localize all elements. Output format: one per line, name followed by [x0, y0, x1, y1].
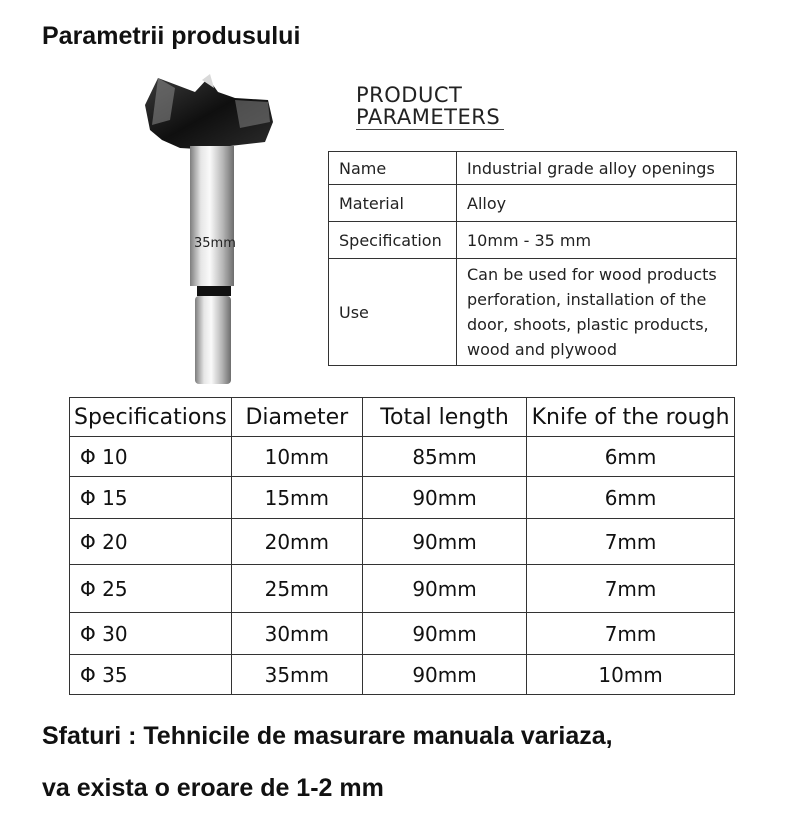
measurement-tips [42, 710, 782, 814]
spec-header-row [70, 398, 735, 437]
spec-cell: Φ 30 [70, 613, 232, 655]
table-row [70, 613, 735, 655]
length-cell: 90mm [362, 565, 526, 613]
param-value: Alloy [457, 185, 737, 222]
knife-cell: 6mm [527, 477, 735, 519]
page-heading: Parametrii produsului [42, 22, 301, 50]
product-parameters-title-line-2: PARAMETERS [356, 105, 501, 129]
param-value: Can be used for wood products perforation, installation of the door, shoots, plastic products, wood and plywood [457, 259, 737, 366]
header-diameter: Diameter [231, 398, 362, 437]
table-row [70, 437, 735, 477]
table-row [70, 655, 735, 695]
specifications-table [69, 397, 735, 695]
knife-cell: 7mm [527, 613, 735, 655]
param-row-name [329, 152, 737, 185]
header-total-length: Total length [362, 398, 526, 437]
diameter-cell: 15mm [231, 477, 362, 519]
table-row [70, 477, 735, 519]
diameter-cell: 25mm [231, 565, 362, 613]
param-key: Use [329, 259, 457, 366]
product-parameters-title-line-1: PRODUCT [356, 83, 463, 107]
spec-cell: Φ 10 [70, 437, 232, 477]
length-cell: 90mm [362, 477, 526, 519]
diameter-cell: 35mm [231, 655, 362, 695]
diameter-cell: 30mm [231, 613, 362, 655]
tips-line-1: Sfaturi : Tehnicile de masurare manuala variaza, [42, 722, 613, 750]
param-key: Material [329, 185, 457, 222]
param-row-material [329, 185, 737, 222]
table-row [70, 565, 735, 613]
drill-bit-image [140, 70, 280, 390]
param-value: 10mm - 35 mm [457, 222, 737, 259]
product-parameters-table [328, 151, 737, 366]
spec-cell: Φ 35 [70, 655, 232, 695]
spec-cell: Φ 15 [70, 477, 232, 519]
length-cell: 85mm [362, 437, 526, 477]
title-divider [356, 129, 504, 130]
tips-line-2: va exista o eroare de 1-2 mm [42, 774, 384, 802]
table-row [70, 519, 735, 565]
spec-cell: Φ 20 [70, 519, 232, 565]
spec-cell: Φ 25 [70, 565, 232, 613]
param-value: Industrial grade alloy openings [457, 152, 737, 185]
diameter-cell: 20mm [231, 519, 362, 565]
length-cell: 90mm [362, 613, 526, 655]
diameter-cell: 10mm [231, 437, 362, 477]
product-parameters-title [356, 84, 556, 128]
param-row-specification [329, 222, 737, 259]
length-cell: 90mm [362, 519, 526, 565]
length-cell: 90mm [362, 655, 526, 695]
param-key: Specification [329, 222, 457, 259]
header-specifications: Specifications [70, 398, 232, 437]
drill-size-label: 35mm [194, 236, 236, 251]
param-row-use [329, 259, 737, 366]
knife-cell: 7mm [527, 519, 735, 565]
header-knife-of-the-rough: Knife of the rough [527, 398, 735, 437]
param-key: Name [329, 152, 457, 185]
knife-cell: 10mm [527, 655, 735, 695]
knife-cell: 6mm [527, 437, 735, 477]
knife-cell: 7mm [527, 565, 735, 613]
